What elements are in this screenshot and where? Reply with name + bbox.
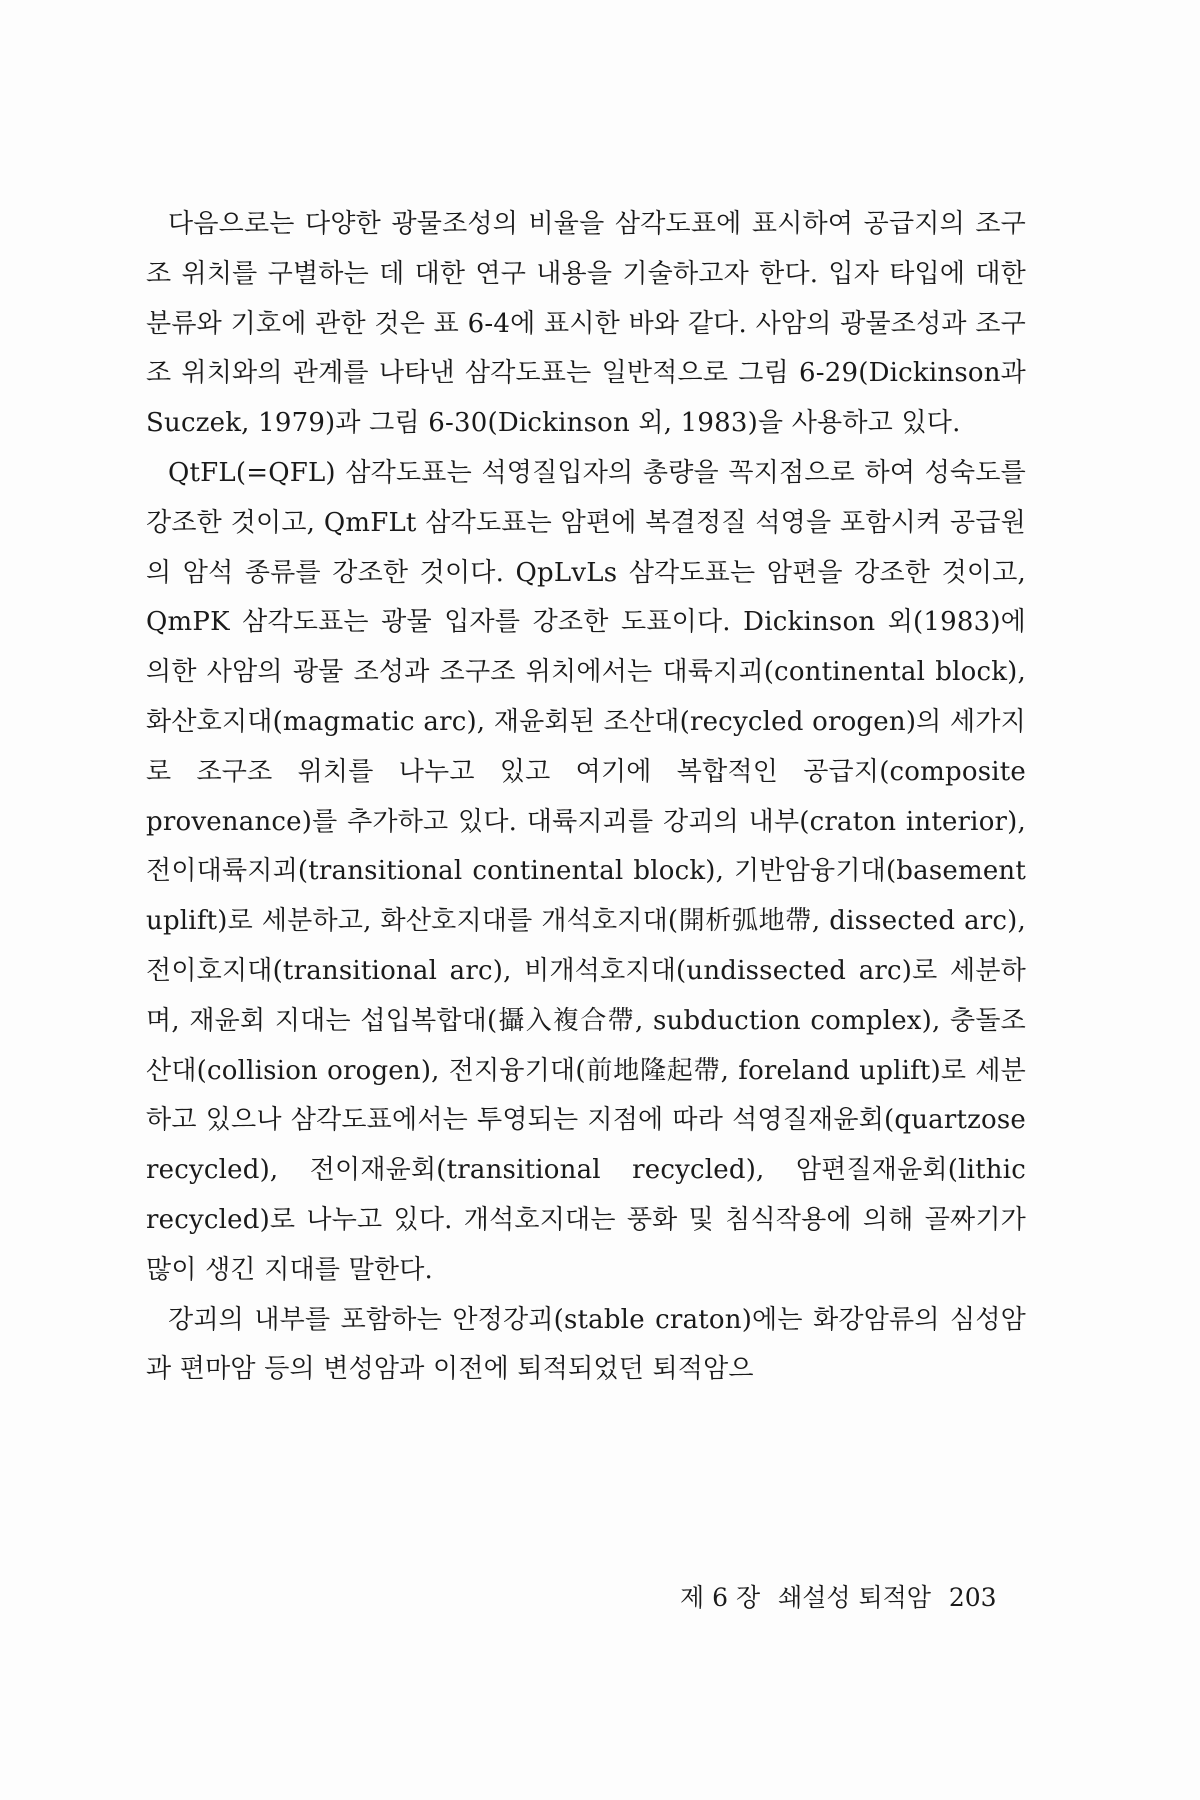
- body-text: [146, 200, 1026, 1395]
- page-number: 203: [948, 1583, 997, 1612]
- paragraph-1: 다음으로는 다양한 광물조성의 비율을 삼각도표에 표시하여 공급지의 조구조 위치를 구별하는 데 대한 연구 내용을 기술하고자 한다. 입자 타입에 대한 분류와 기호에 관한 것은 표 6-4에 표시한 바와 같다. 사암의 광물조성과 조구조 위치와의 관계를 나타낸 삼각도표는 일반적으로 그림 6-29(Dickinson과 Suczek, 1979)과 그림 6-30(Dickinson 외, 1983)을 사용하고 있다.: [146, 209, 1026, 439]
- footer-chapter: 제 6 장: [680, 1583, 761, 1612]
- paragraph-3: 강괴의 내부를 포함하는 안정강괴(stable craton)에는 화강암류의 심성암과 편마암 등의 변성암과 이전에 퇴적되었던 퇴적암으: [146, 1304, 1026, 1385]
- paragraph-2: QtFL(=QFL) 삼각도표는 석영질입자의 총량을 꼭지점으로 하여 성숙도를 강조한 것이고, QmFLt 삼각도표는 암편에 복결정질 석영을 포함시켜 공급원의 암석 종류를 강조한 것이다. QpLvLs 삼각도표는 암편을 강조한 것이고, QmPK 삼각도표는 광물 입자를 강조한 도표이다. Dickinson 외(1983)에 의한 사암의 광물 조성과 조구조 위치에서는 대륙지괴(continental block), 화산호지대(magmatic arc), 재윤회된 조산대(recycled orogen)의 세가지로 조구조 위치를 나누고 있고 여기에 복합적인 공급지(composite provenance)를 추가하고 있다. 대륙지괴를 강괴의 내부(craton interior), 전이대륙지괴(transitional continental block), 기반암융기대(basement uplift)로 세분하고, 화산호지대를 개석호지대(開析弧地帶, dissected arc), 전이호지대(transitional arc), 비개석호지대(undissected arc)로 세분하며, 재윤회 지대는 섭입복합대(攝入複合帶, subduction complex), 충돌조산대(collision orogen), 전지융기대(前地隆起帶, foreland uplift)로 세분하고 있으나 삼각도표에서는 투영되는 지점에 따라 석영질재윤회(quartzose recycled), 전이재윤회(transitional recycled), 암편질재윤회(lithic recycled)로 나누고 있다. 개석호지대는 풍화 및 침식작용에 의해 골짜기가 많이 생긴 지대를 말한다.: [146, 457, 1026, 1285]
- footer-title: 쇄설성 퇴적암: [778, 1583, 931, 1612]
- page-footer: [680, 1578, 1040, 1618]
